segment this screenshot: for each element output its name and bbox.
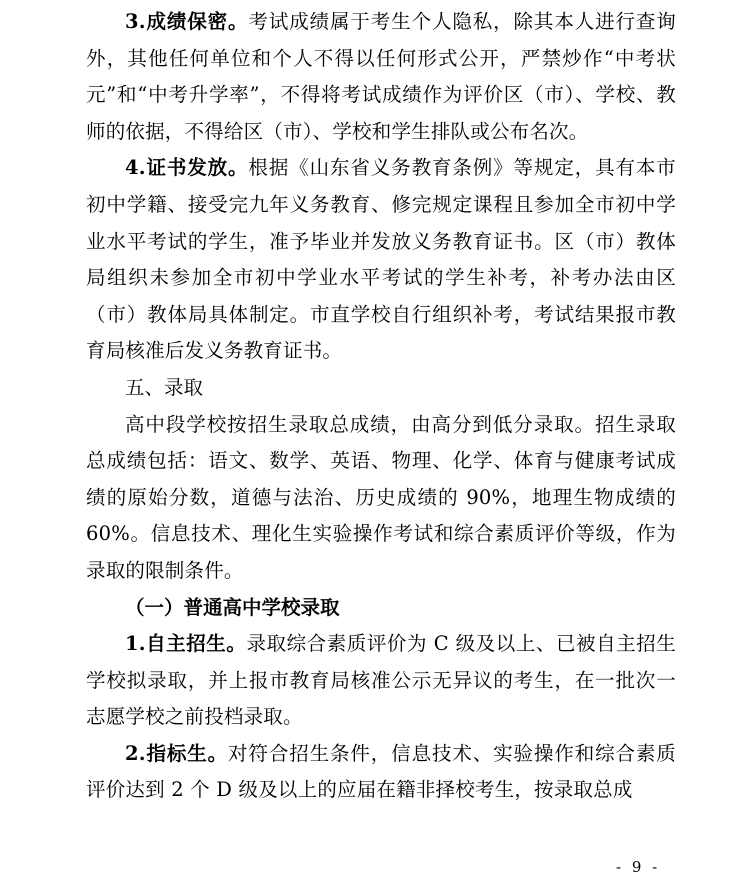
paragraph-text: 对符合招生条件，信息技术、实验操作和综合素质评价达到 2 个 D 级及以上的应届在籍非择校考生，按录取总成 xyxy=(86,741,676,802)
paragraph-lead: 4.证书发放。 xyxy=(125,156,249,180)
paragraph-text: 录取综合素质评价为 C 级及以上、已被自主招生学校拟录取，并上报市教育局核准公示无异议的考生，在一批次一志愿学校之前投档录取。 xyxy=(86,632,676,729)
paragraph-admission-rules xyxy=(86,407,676,590)
paragraph-lead: 2.指标生。 xyxy=(125,741,229,765)
paragraph-text: 考试成绩属于考生个人隐私，除其本人进行查询外，其他任何单位和个人不得以任何形式公开，严禁炒作“中考状元”和“中考升学率”，不得将考试成绩作为评价区（市）、学校、教师的依据，不得给区（市）、学校和学生排队或公布名次。 xyxy=(86,10,676,143)
subsection-heading-high-school: （一）普通高中学校录取 xyxy=(125,595,340,619)
section-heading-admission: 五、录取 xyxy=(125,375,204,399)
paragraph-independent-enrollment xyxy=(86,626,676,736)
document-body xyxy=(86,4,676,809)
paragraph-lead: 1.自主招生。 xyxy=(125,632,247,656)
paragraph-text: 根据《山东省义务教育条例》等规定，具有本市初中学籍、接受完九年义务教育、修完规定课程且参加全市初中学业水平考试的学生，准予毕业并发放义务教育证书。区（市）教体局组织未参加全市初中学业水平考试的学生补考，补考办法由区（市）教体局具体制定。市直学校自行组织补考，考试结果报市教育局核准后发义务教育证书。 xyxy=(86,156,676,363)
paragraph-text: 高中段学校按招生录取总成绩，由高分到低分录取。招生录取总成绩包括：语文、数学、英语、物理、化学、体育与健康考试成绩的原始分数，道德与法治、历史成绩的 90%，地理生物成绩的 60%。信息技术、理化生实验操作考试和综合素质评价等级，作为录取的限制条件。 xyxy=(86,412,676,582)
paragraph-certificate-issuance xyxy=(86,150,676,370)
page-number: - 9 - xyxy=(616,858,661,876)
paragraph-lead: 3.成绩保密。 xyxy=(125,10,249,33)
paragraph-score-confidentiality xyxy=(86,4,676,150)
paragraph-quota-students xyxy=(86,736,676,809)
